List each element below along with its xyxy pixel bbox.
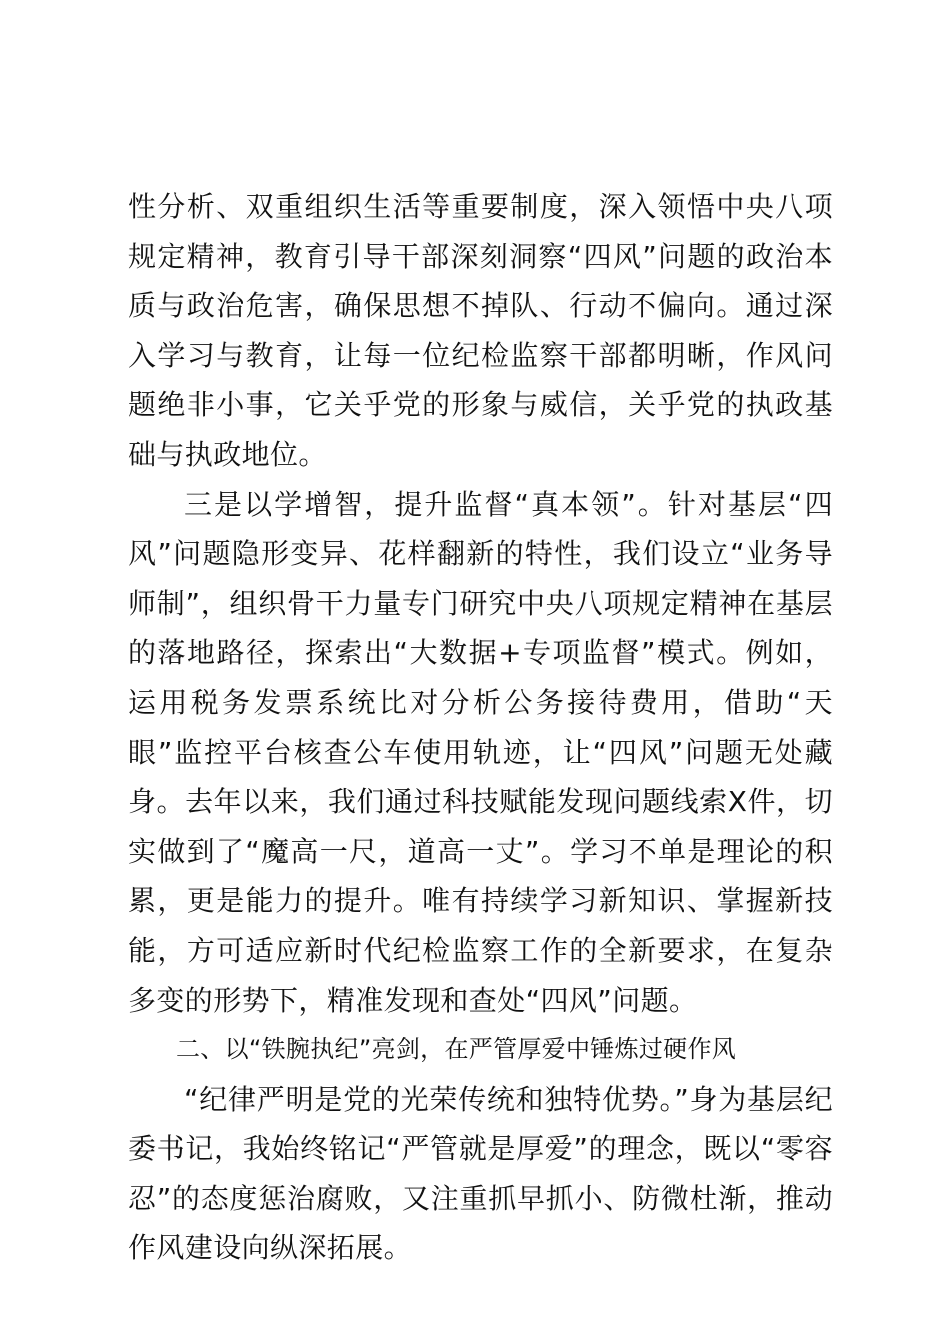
paragraph-discipline: “纪律严明是党的光荣传统和独特优势。”身为基层纪委书记，我始终铭记“严管就是厚爱”的理念，既以“零容忍”的态度惩治腐败，又注重抓早抓小、防微杜渐，推动作风建设向纵深拓展。 (128, 1082, 833, 1265)
paragraph-continuation: 性分析、双重组织生活等重要制度，深入领悟中央八项规定精神，教育引导干部深刻洞察“四风”问题的政治本质与政治危害，确保思想不掉队、行动不偏向。通过深入学习与教育，让每一位纪检监察干部都明晰，作风问题绝非小事，它关乎党的形象与威信，关乎党的执政基础与执政地位。 (128, 190, 833, 471)
paragraph-third-point: 三是以学增智，提升监督“真本领”。针对基层“四风”问题隐形变异、花样翻新的特性，我们设立“业务导师制”，组织骨干力量专门研究中央八项规定精神在基层的落地路径，探索出“大数据+专项监督”模式。例如，运用税务发票系统比对分析公务接待费用，借助“天眼”监控平台核查公车使用轨迹，让“四风”问题无处藏身。去年以来，我们通过科技赋能发现问题线索X件，切实做到了“魔高一尺，道高一丈”。学习不单是理论的积累，更是能力的提升。唯有持续学习新知识、掌握新技能，方可适应新时代纪检监察工作的全新要求，在复杂多变的形势下，精准发现和查处“四风”问题。 (128, 487, 833, 1017)
document-body (128, 182, 833, 1273)
section-heading: 二、以“铁腕执纪”亮剑，在严管厚爱中锤炼过硬作风 (176, 1035, 737, 1064)
